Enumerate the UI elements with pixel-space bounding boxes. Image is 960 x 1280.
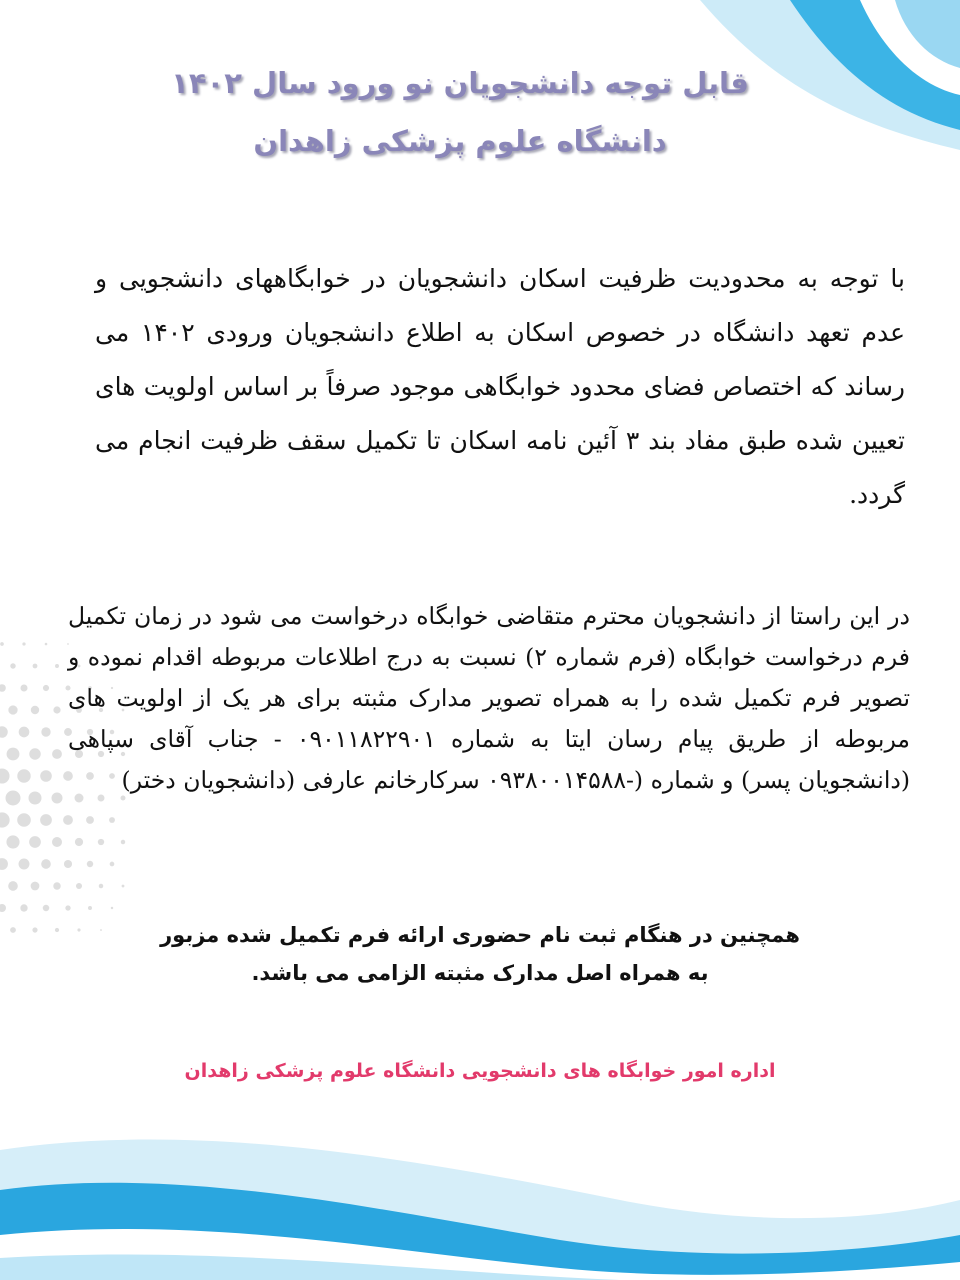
- notice-line-1: همچنین در هنگام ثبت نام حضوری ارائه فرم تکمیل شده مزبور: [160, 923, 800, 947]
- application-paragraph: در این راستا از دانشجویان محترم متقاضی خوابگاه درخواست می شود در زمان تکمیل فرم درخواست خوابگاه (فرم شماره ۲) نسبت به درج اطلاعات مربوطه اقدام نموده و تصویر فرم تکمیل شده را به همراه تصویر مدارک مثبته برای هر یک از اولویت های مربوطه از طریق پیام رسان ایتا به شماره ۰۹۰۱۱۸۲۲۹۰۱ - جناب آقای سپاهی (دانشجویان پسر) و شماره (-۰۹۳۸۰۰۱۴۵۸۸ سرکارخانم عارفی (دانشجویان دختر): [68, 602, 911, 794]
- registration-notice: [0, 916, 960, 992]
- capacity-paragraph: با توجه به محدودیت ظرفیت اسکان دانشجویان در خوابگاههای دانشجویی و عدم تعهد دانشگاه در خصوص اسکان به اطلاع دانشجویان ورودی ۱۴۰۲ می رساند که اختصاص فضای محدود خوابگاهی موجود صرفاً بر اساس اولویت های تعیین شده طبق مفاد بند ۳ آئین نامه اسکان تا تکمیل سقف ظرفیت انجام می گردد.: [95, 264, 905, 509]
- page-title: قابل توجه دانشجویان نو ورود سال ۱۴۰۲: [171, 66, 749, 100]
- office-signature: اداره امور خوابگاه های دانشجویی دانشگاه علوم پزشکی زاهدان: [184, 1060, 776, 1082]
- notice-line-2: به همراه اصل مدارک مثبته الزامی می باشد.: [251, 961, 709, 985]
- page-subtitle: دانشگاه علوم پزشکی زاهدان: [253, 124, 667, 158]
